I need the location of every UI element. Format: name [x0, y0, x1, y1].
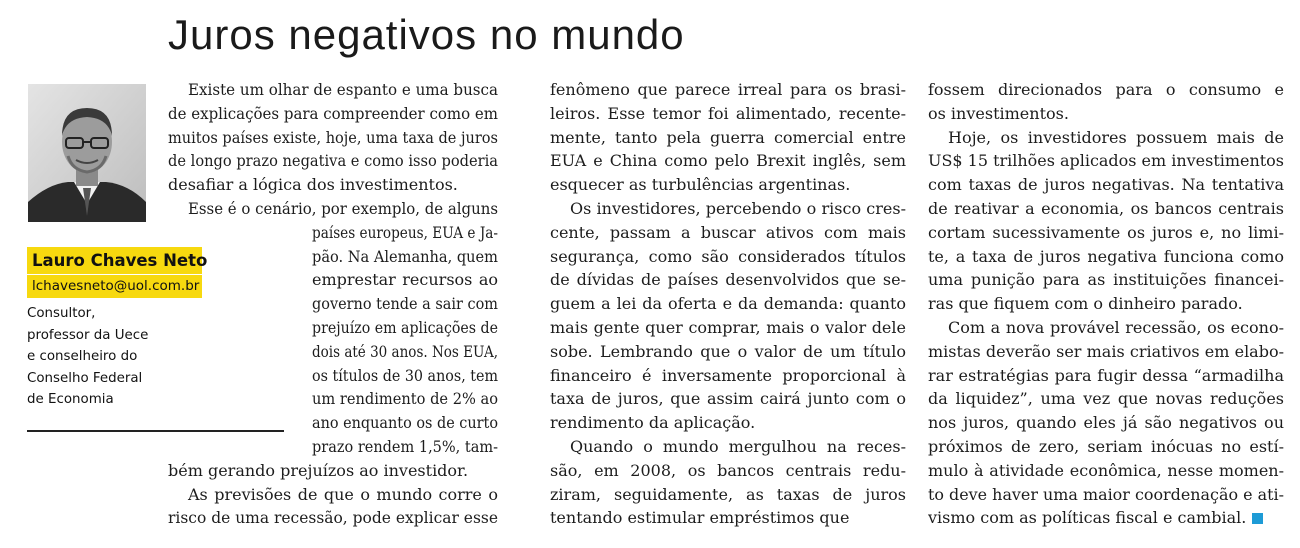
article-column-3: [928, 78, 1284, 530]
article-line: próximos de zero, seriam inócuas no estí-: [928, 436, 1284, 456]
article-line: to deve haver uma maior coordenação e ati-: [928, 484, 1284, 504]
article-line: fossem direcionados para o consumo e: [928, 80, 1284, 99]
article-line: ziram, seguidamente, as taxas de juros: [550, 484, 906, 504]
article-line: desafiar a lógica dos investimentos.: [168, 175, 458, 195]
author-email[interactable]: lchavesneto@uol.com.br: [27, 275, 202, 298]
article-line: países europeus, EUA e Ja-: [312, 222, 498, 242]
article-line: de longo prazo negativa e como isso poderia: [168, 151, 498, 171]
article-line: de dívidas de países desenvolvidos que se-: [550, 270, 906, 290]
article-line: vismo com as políticas fiscal e cambial.: [928, 506, 1284, 530]
article-line: rar estratégias para fugir dessa “armadilha: [928, 365, 1284, 385]
article-line: com taxas de juros negativas. Na tentativa: [928, 175, 1284, 195]
author-name: Lauro Chaves Neto: [27, 247, 202, 274]
article-line: As previsões de que o mundo corre o: [188, 484, 498, 504]
article-line: os investimentos.: [928, 103, 1069, 123]
author-photo: [28, 84, 146, 222]
article-line: mente, tanto pela guerra comercial entre: [550, 127, 906, 147]
article-line: cortam sucessivamente os juros e, no limi-: [928, 222, 1284, 242]
article-line: bém gerando prejuízos ao investidor.: [168, 460, 469, 480]
article-line: Os investidores, percebendo o risco cres-: [570, 198, 906, 218]
article-line: são, em 2008, os bancos centrais redu-: [550, 460, 906, 480]
article-line: muitos países existe, hoje, uma taxa de juros: [168, 127, 498, 147]
article-line: US$ 15 trilhões aplicados em investimentos: [928, 151, 1284, 171]
article-line: rendimento da aplicação.: [550, 413, 756, 433]
article-line: Hoje, os investidores possuem mais de: [948, 127, 1284, 147]
article-column-1: [168, 78, 498, 530]
article-line: segurança, como são considerados títulos: [550, 246, 906, 266]
article-title: Juros negativos no mundo: [168, 11, 685, 58]
article-line: prejuízo em aplicações de: [312, 317, 498, 337]
article-line: governo tende a sair com: [312, 294, 498, 314]
article-line: sobe. Lembrando que o valor de um título: [550, 341, 906, 361]
author-bio-line: professor da Uece: [27, 327, 149, 343]
article-line: prazo rendem 1,5%, tam-: [312, 436, 498, 456]
article-line: uma punição para as instituições financei-: [928, 270, 1284, 290]
article-line: leiros. Esse temor foi alimentado, recente-: [550, 103, 906, 123]
article-line: risco de uma recessão, pode explicar esse: [168, 508, 498, 528]
article-line: te, a taxa de juros negativa funciona como: [928, 246, 1284, 266]
author-portrait-image: [28, 84, 146, 222]
article-line: pão. Na Alemanha, quem: [312, 246, 498, 266]
article-line: mais gente quer comprar, mais o valor dele: [550, 317, 906, 337]
article-line: financeiro é inversamente proporcional à: [550, 365, 906, 385]
author-bio-line: Consultor,: [27, 306, 96, 321]
article-line: Existe um olhar de espanto e uma busca: [188, 80, 498, 99]
article-line: mulo à atividade econômica, nesse momen-: [928, 460, 1284, 480]
article-line: ano enquanto os de curto: [312, 413, 498, 433]
article-column-2: [550, 78, 906, 530]
article-line: guem a lei da oferta e da demanda: quanto: [550, 294, 906, 314]
article-line: fenômeno que parece irreal para os brasi-: [550, 80, 906, 99]
article-line: um rendimento de 2% ao: [312, 389, 498, 409]
article-line: EUA e China como pelo Brexit inglês, sem: [550, 151, 906, 171]
article-line: dois até 30 anos. Nos EUA,: [312, 341, 498, 361]
article-line: Com a nova provável recessão, os econo-: [948, 317, 1284, 337]
article-line: emprestar recursos ao: [312, 270, 498, 290]
article-line: taxa de juros, que assim cairá junto com o: [550, 389, 906, 409]
end-of-article-mark: [1252, 513, 1263, 524]
article-line: mistas deverão ser mais criativos em elabo-: [928, 341, 1284, 361]
article-line: Quando o mundo mergulhou na reces-: [570, 436, 906, 456]
article-line: da liquidez”, uma vez que novas reduções: [928, 389, 1284, 409]
author-bio-line: de Economia: [27, 392, 114, 407]
author-bio-line: e conselheiro do: [27, 349, 138, 364]
article-line: de explicações para compreender como em: [168, 103, 498, 123]
article-line: esquecer as turbulências argentinas.: [550, 175, 851, 195]
article-line: Esse é o cenário, por exemplo, de alguns: [188, 198, 498, 218]
author-bio-line: Conselho Federal: [27, 370, 143, 386]
article-line: os títulos de 30 anos, tem: [312, 365, 498, 385]
article-line: cente, passam a buscar ativos com mais: [550, 222, 906, 242]
article-line: de reativar a economia, os bancos centrais: [928, 198, 1284, 218]
article-line: ras que fiquem com o dinheiro parado.: [928, 294, 1243, 314]
article-line: tentando estimular empréstimos que: [550, 508, 850, 528]
article-line: nos juros, quando eles já são negativos ou: [928, 413, 1284, 433]
